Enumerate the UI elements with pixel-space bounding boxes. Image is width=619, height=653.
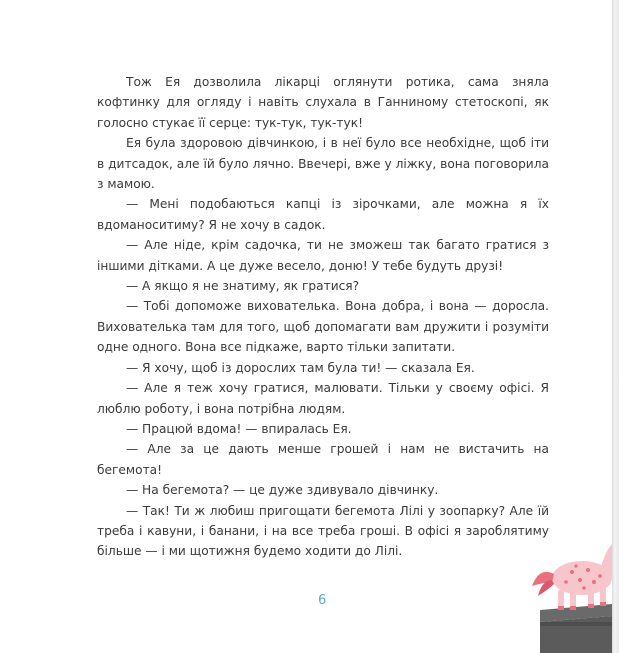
story-text: [97, 72, 549, 562]
block-shade: [540, 622, 612, 626]
unicorn-spot: [570, 570, 574, 574]
unicorn-spot: [574, 564, 577, 567]
unicorn-spot: [564, 580, 568, 584]
paragraph: — Але я теж хочу гратися, малювати. Тільки у своєму офісі. Я люблю роботу, і вона потрібна людям.: [97, 381, 549, 416]
paragraph: — А якщо я не знатиму, як гратися?: [126, 279, 360, 294]
paragraph: — Так! Ти ж любиш пригощати бегемота Лілі у зоопарку? Але їй треба і кавуни, і банани, і на все треба гроші. В офісі я зароблятиму більше — і ми щотижня будемо ходити до Лілі.: [97, 503, 549, 559]
paragraph: — На бегемота? — це дуже здивувало дівчинку.: [126, 483, 439, 498]
paragraph: Тож Ея дозволила лікарці оглянути ротика, сама зняла кофтинку для огляду і навіть слухала в Ганниному стетоскопі, як голосно стукає її серце: тук-тук, тук-тук!: [97, 75, 549, 130]
unicorn-spot: [582, 586, 586, 590]
unicorn-illustration: [522, 528, 612, 653]
paragraph: — Я хочу, щоб із дорослих там була ти! — сказала Ея.: [126, 360, 475, 375]
unicorn-spot: [578, 578, 582, 582]
paragraph: — Але ніде, крім садочка, ти не зможеш так багато гратися з іншими дітками. А це дуже весело, доню! У тебе будуть друзі!: [97, 238, 549, 273]
unicorn-hoof: [570, 606, 576, 610]
page-number: 6: [318, 593, 327, 608]
paragraph: — Але за це дають менше грошей і нам не вистачить на бегемота!: [97, 442, 549, 477]
unicorn-hoof: [600, 602, 606, 606]
unicorn-spot: [586, 568, 590, 572]
block-front: [540, 616, 612, 653]
page-edge: [612, 0, 619, 653]
paragraph: Ея була здоровою дівчинкою, і в неї було все необхідне, щоб іти в дитсадок, але їй було лячно. Ввечері, вже у ліжку, вона поговорила з мамою.: [97, 136, 549, 192]
paragraph: — Мені подобаються капці із зірочками, але можна я їх вдоманоситиму? Я не хочу в садок.: [97, 197, 549, 232]
paragraph: — Працюй вдома! — впиралась Ея.: [126, 421, 352, 436]
paragraph: — Тобі допоможе вихователька. Вона добра, і вона — доросла. Вихователька там для того, щоб допомагати вам дружити і розуміти одне одного. Вона все підкаже, варто тільки запитати.: [97, 299, 549, 355]
unicorn-spot: [592, 580, 596, 584]
unicorn-spot: [598, 574, 602, 578]
unicorn-hoof: [558, 606, 564, 610]
unicorn-hoof: [588, 604, 594, 608]
